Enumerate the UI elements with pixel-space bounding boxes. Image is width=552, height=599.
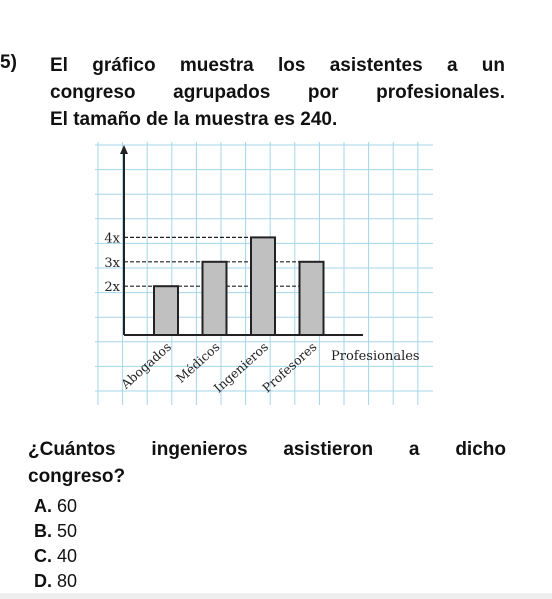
answer-options	[34, 494, 77, 594]
option-value: 60	[57, 496, 78, 516]
prompt-line-1: ¿Cuántos ingenieros asistieron a dicho	[28, 439, 506, 460]
question-prompt	[28, 436, 506, 490]
option-c[interactable]	[34, 544, 77, 569]
option-letter: B.	[34, 521, 52, 541]
category-label: Ingenieros	[210, 339, 272, 396]
y-tick-label: 3x	[104, 255, 120, 271]
bar-profesores	[300, 262, 324, 335]
stem-line-2: congreso agrupados por profesionales.	[50, 82, 505, 103]
x-axis-title: Profesionales	[331, 349, 420, 364]
stem-line-1: El gráfico muestra los asistentes a un	[50, 55, 505, 76]
y-tick-label: 4x	[104, 231, 120, 247]
prompt-line-2: congreso?	[28, 466, 126, 487]
option-value: 50	[57, 521, 78, 541]
option-value: 40	[57, 546, 78, 566]
option-letter: D.	[34, 571, 52, 591]
option-letter: A.	[34, 496, 52, 516]
bottom-strip	[0, 593, 552, 599]
option-d[interactable]	[34, 569, 77, 594]
option-b[interactable]	[34, 519, 77, 544]
option-value: 80	[57, 571, 78, 591]
category-label: Profesores	[259, 339, 320, 396]
bar-abogados	[154, 286, 178, 335]
bar-ingenieros	[251, 237, 275, 335]
question-stem	[50, 52, 505, 133]
bar-médicos	[203, 262, 227, 335]
question-number: 5)	[0, 52, 17, 73]
category-label: Abogados	[117, 339, 175, 392]
bar-chart	[95, 140, 440, 408]
stem-line-3: El tamaño de la muestra es 240.	[50, 109, 338, 130]
y-axis-arrow	[120, 145, 128, 154]
option-letter: C.	[34, 546, 52, 566]
option-a[interactable]	[34, 494, 77, 519]
category-label: Médicos	[172, 339, 223, 386]
y-tick-label: 2x	[104, 280, 120, 296]
